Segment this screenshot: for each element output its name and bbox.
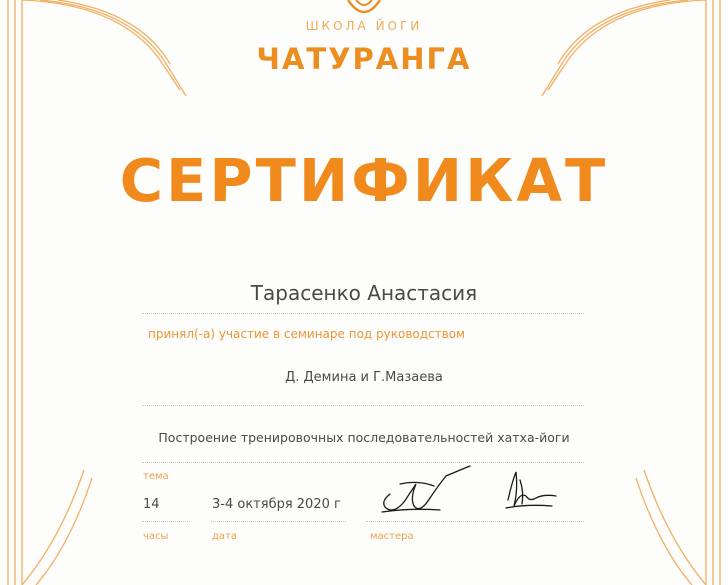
masters-underline (366, 521, 584, 522)
date-underline (211, 521, 346, 522)
date-value: 3-4 октября 2020 г (212, 497, 341, 512)
hours-label: часы (143, 531, 169, 542)
participation-text: принял(-а) участие в семинаре под руководством (148, 327, 466, 341)
name-underline (142, 313, 584, 314)
masters-label: мастера (370, 531, 414, 542)
hours-underline (142, 521, 190, 522)
leaders-underline (142, 405, 584, 406)
lotus-logo-icon (344, 0, 384, 16)
topic-label: тема (143, 471, 169, 482)
hours-value: 14 (143, 497, 160, 512)
school-label: ШКОЛА ЙОГИ (305, 19, 423, 33)
seminar-leaders: Д. Демина и Г.Мазаева (285, 370, 443, 385)
seminar-topic: Построение тренировочных последовательностей хатха-йоги (158, 430, 570, 445)
brand-name: ЧАТУРАНГА (256, 42, 472, 76)
recipient-name: Тарасенко Анастасия (250, 281, 478, 305)
certificate-title: СЕРТИФИКАТ (119, 146, 609, 215)
date-label: дата (212, 531, 237, 542)
